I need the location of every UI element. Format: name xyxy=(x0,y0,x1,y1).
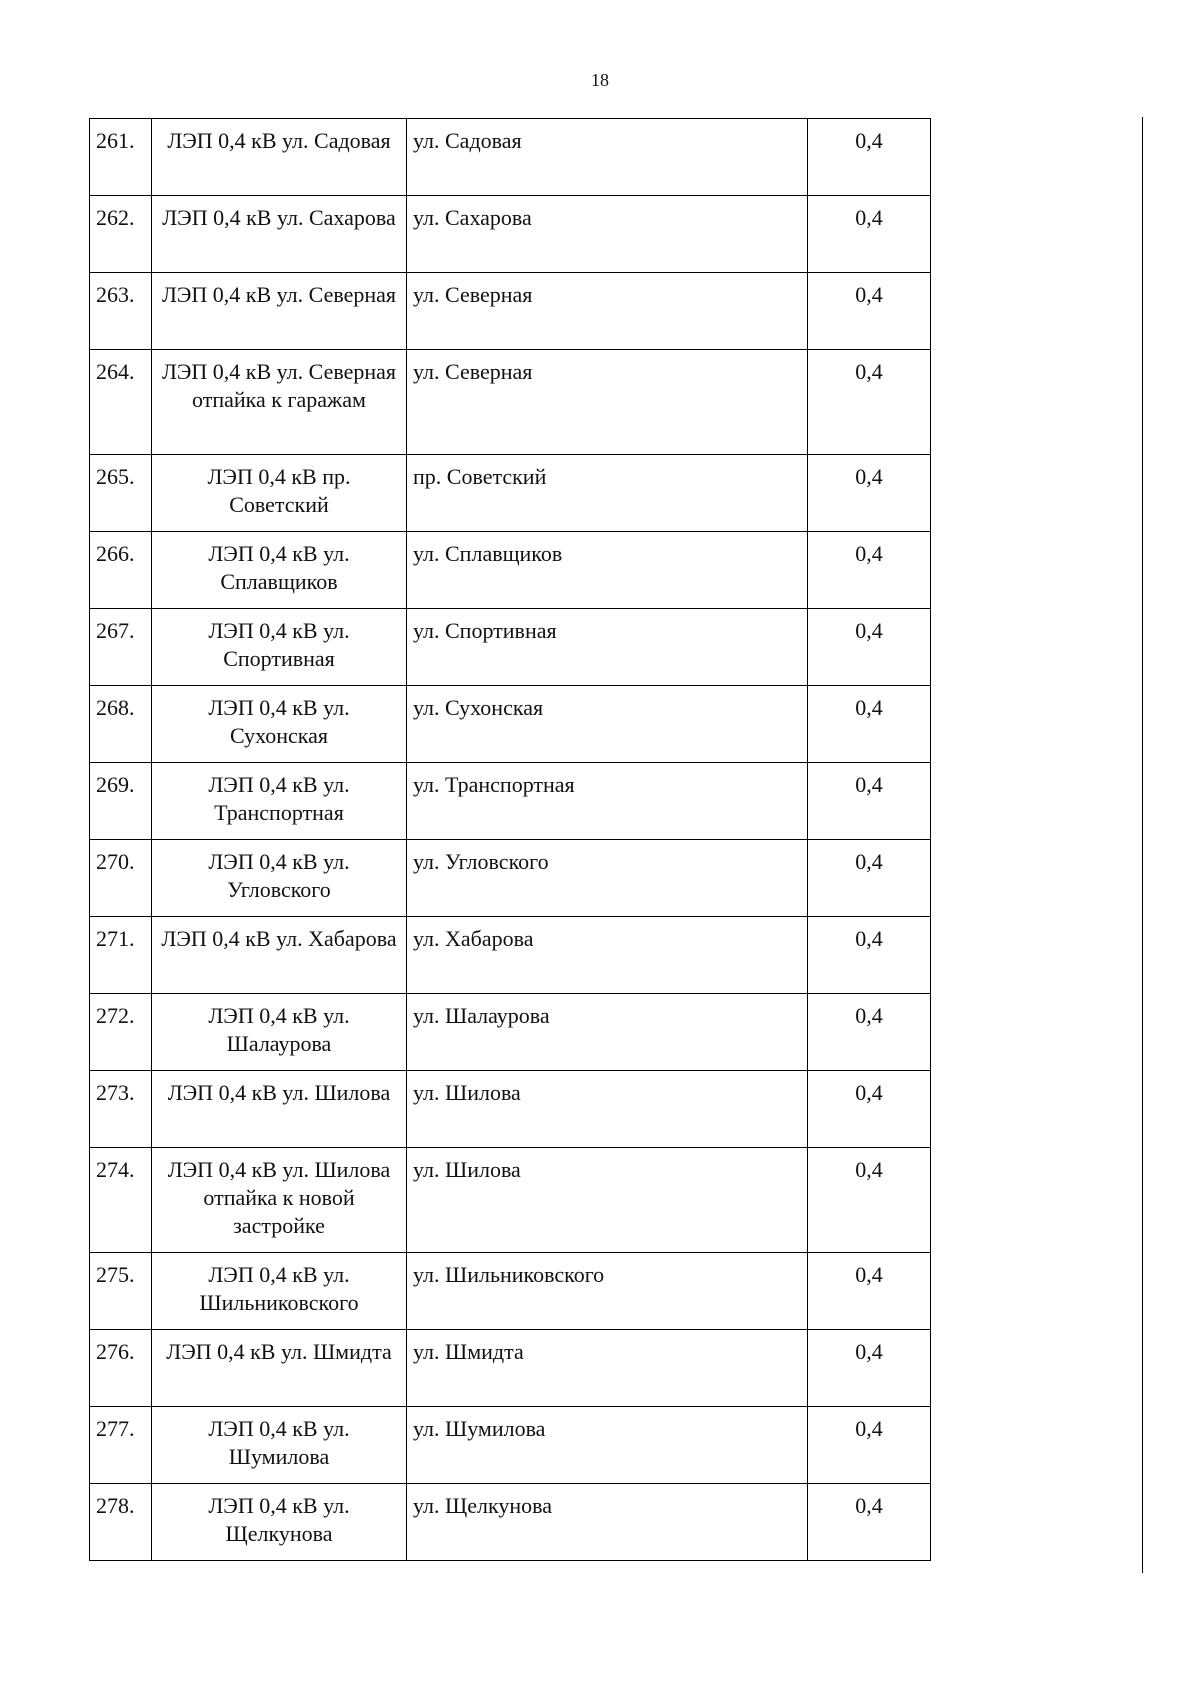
page-number: 18 xyxy=(591,70,609,90)
line-location: ул. Шумилова xyxy=(407,1407,808,1484)
line-name: ЛЭП 0,4 кВ ул. Сахарова xyxy=(152,196,407,273)
line-voltage: 0,4 xyxy=(808,1330,931,1407)
line-voltage: 0,4 xyxy=(808,917,931,994)
line-voltage: 0,4 xyxy=(808,119,931,196)
line-location: ул. Шалаурова xyxy=(407,994,808,1071)
line-voltage: 0,4 xyxy=(808,1148,931,1253)
line-name: ЛЭП 0,4 кВ ул. Хабарова xyxy=(152,917,407,994)
line-voltage: 0,4 xyxy=(808,196,931,273)
margin-rule xyxy=(1142,117,1143,1573)
row-number: 268. xyxy=(90,686,152,763)
line-voltage: 0,4 xyxy=(808,455,931,532)
table-row xyxy=(90,455,931,532)
line-voltage: 0,4 xyxy=(808,273,931,350)
line-name: ЛЭП 0,4 кВ ул. Сухонская xyxy=(152,686,407,763)
table-row xyxy=(90,1407,931,1484)
line-voltage: 0,4 xyxy=(808,994,931,1071)
line-location: ул. Северная xyxy=(407,350,808,455)
line-voltage: 0,4 xyxy=(808,763,931,840)
row-number: 261. xyxy=(90,119,152,196)
table-row xyxy=(90,686,931,763)
table-row xyxy=(90,273,931,350)
row-number: 276. xyxy=(90,1330,152,1407)
line-voltage: 0,4 xyxy=(808,350,931,455)
row-number: 269. xyxy=(90,763,152,840)
row-number: 266. xyxy=(90,532,152,609)
table-row xyxy=(90,763,931,840)
line-name: ЛЭП 0,4 кВ ул. Садовая xyxy=(152,119,407,196)
row-number: 270. xyxy=(90,840,152,917)
line-name: ЛЭП 0,4 кВ ул. Шмидта xyxy=(152,1330,407,1407)
line-location: ул. Шмидта xyxy=(407,1330,808,1407)
row-number: 271. xyxy=(90,917,152,994)
table-body xyxy=(90,119,931,1561)
row-number: 263. xyxy=(90,273,152,350)
line-location: ул. Хабарова xyxy=(407,917,808,994)
table-row xyxy=(90,917,931,994)
table-row xyxy=(90,1253,931,1330)
line-name: ЛЭП 0,4 кВ ул. Транспортная xyxy=(152,763,407,840)
line-name: ЛЭП 0,4 кВ ул. Шилова xyxy=(152,1071,407,1148)
table-row xyxy=(90,1330,931,1407)
table-row xyxy=(90,196,931,273)
line-location: пр. Советский xyxy=(407,455,808,532)
table-row xyxy=(90,1071,931,1148)
line-location: ул. Сахарова xyxy=(407,196,808,273)
line-voltage: 0,4 xyxy=(808,609,931,686)
table-row xyxy=(90,532,931,609)
line-voltage: 0,4 xyxy=(808,686,931,763)
row-number: 262. xyxy=(90,196,152,273)
row-number: 274. xyxy=(90,1148,152,1253)
line-location: ул. Шилова xyxy=(407,1148,808,1253)
line-location: ул. Сплавщиков xyxy=(407,532,808,609)
table-row xyxy=(90,840,931,917)
line-name: ЛЭП 0,4 кВ ул. Сплавщиков xyxy=(152,532,407,609)
line-name: ЛЭП 0,4 кВ ул. Шалаурова xyxy=(152,994,407,1071)
row-number: 272. xyxy=(90,994,152,1071)
row-number: 265. xyxy=(90,455,152,532)
table-row xyxy=(90,1148,931,1253)
line-location: ул. Угловского xyxy=(407,840,808,917)
table-row xyxy=(90,1484,931,1561)
power-lines-table xyxy=(89,118,931,1561)
line-name: ЛЭП 0,4 кВ ул. Щелкунова xyxy=(152,1484,407,1561)
line-location: ул. Северная xyxy=(407,273,808,350)
line-name: ЛЭП 0,4 кВ ул. Шилова отпайка к новой застройке xyxy=(152,1148,407,1253)
line-voltage: 0,4 xyxy=(808,1484,931,1561)
line-location: ул. Спортивная xyxy=(407,609,808,686)
line-name: ЛЭП 0,4 кВ ул. Северная xyxy=(152,273,407,350)
row-number: 264. xyxy=(90,350,152,455)
line-voltage: 0,4 xyxy=(808,532,931,609)
line-location: ул. Щелкунова xyxy=(407,1484,808,1561)
table-row xyxy=(90,350,931,455)
row-number: 267. xyxy=(90,609,152,686)
line-name: ЛЭП 0,4 кВ ул. Угловского xyxy=(152,840,407,917)
line-voltage: 0,4 xyxy=(808,1071,931,1148)
table-row xyxy=(90,609,931,686)
line-name: ЛЭП 0,4 кВ ул. Северная отпайка к гаражам xyxy=(152,350,407,455)
line-location: ул. Шилова xyxy=(407,1071,808,1148)
table-row xyxy=(90,119,931,196)
line-voltage: 0,4 xyxy=(808,1407,931,1484)
table-row xyxy=(90,994,931,1071)
line-name: ЛЭП 0,4 кВ ул. Спортивная xyxy=(152,609,407,686)
row-number: 275. xyxy=(90,1253,152,1330)
line-location: ул. Транспортная xyxy=(407,763,808,840)
line-name: ЛЭП 0,4 кВ пр. Советский xyxy=(152,455,407,532)
line-voltage: 0,4 xyxy=(808,840,931,917)
row-number: 273. xyxy=(90,1071,152,1148)
line-name: ЛЭП 0,4 кВ ул. Шумилова xyxy=(152,1407,407,1484)
line-location: ул. Сухонская xyxy=(407,686,808,763)
row-number: 278. xyxy=(90,1484,152,1561)
row-number: 277. xyxy=(90,1407,152,1484)
line-location: ул. Шильниковского xyxy=(407,1253,808,1330)
line-name: ЛЭП 0,4 кВ ул. Шильниковского xyxy=(152,1253,407,1330)
line-voltage: 0,4 xyxy=(808,1253,931,1330)
line-location: ул. Садовая xyxy=(407,119,808,196)
